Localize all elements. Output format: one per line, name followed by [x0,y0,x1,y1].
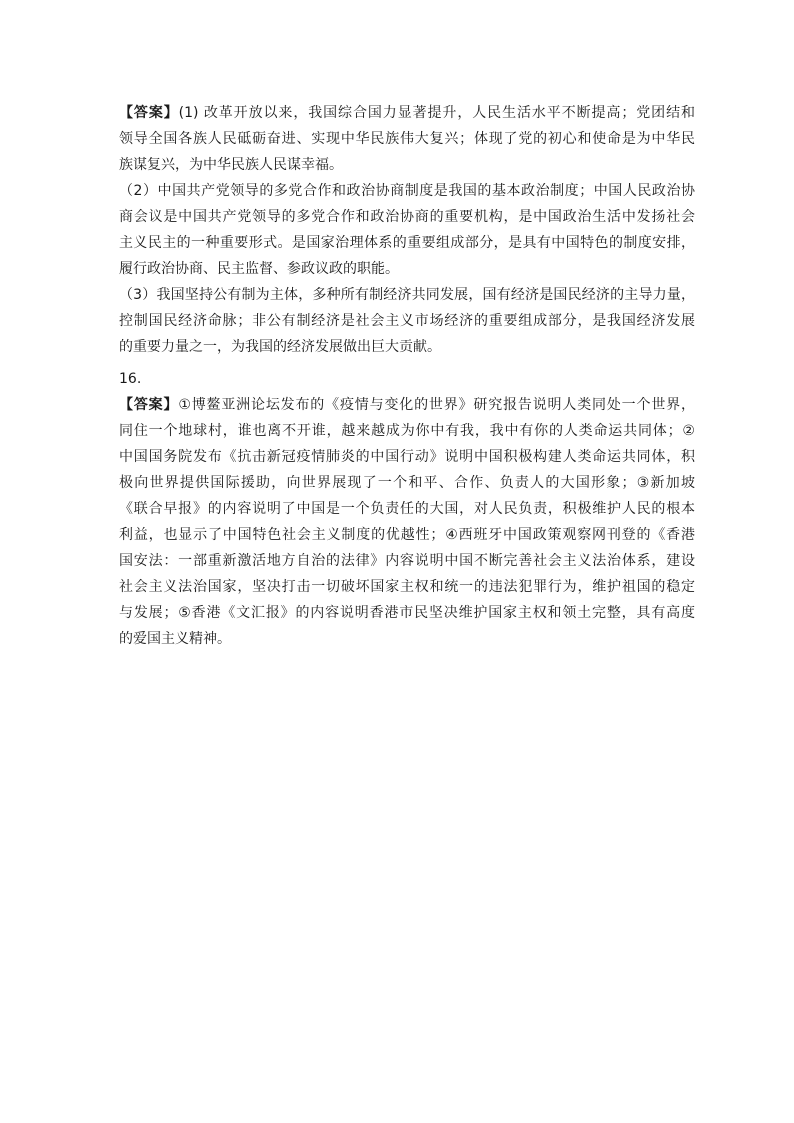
answer-paragraph-line: 控制国民经济命脉；非公有制经济是社会主义市场经济的重要组成部分，是我国经济发展 [119,313,695,329]
answer-paragraph-line: 国安法：一部重新激活地方自治的法律》内容说明中国不断完善社会主义法治体系，建设 [119,553,695,569]
answer-paragraph-line: 极向世界提供国际援助，向世界展现了一个和平、合作、负责人的大国形象；③新加坡 [119,475,695,491]
answer-paragraph-line: （3）我国坚持公有制为主体，多种所有制经济共同发展，国有经济是国民经济的主导力量， [119,287,695,303]
answer-paragraph-line: 同住一个地球村，谁也离不开谁，越来越成为你中有我，我中有你的人类命运共同体；② [119,423,695,439]
answer-paragraph-line: （2）中国共产党领导的多党合作和政治协商制度是我国的基本政治制度；中国人民政治协 [119,183,695,199]
answer-paragraph-line: 与发展；⑤香港《文汇报》的内容说明香港市民坚决维护国家主权和领土完整，具有高度 [119,605,695,621]
answer-label: 【答案】 [119,397,179,413]
answer-paragraph-line: 履行政治协商、民主监督、参政议政的职能。 [119,261,399,277]
answer-paragraph-line: 族谋复兴，为中华民族人民谋幸福。 [119,157,343,173]
answer-paragraph-line: 社会主义法治国家，坚决打击一切破坏国家主权和统一的违法犯罪行为，维护祖国的稳定 [119,579,695,595]
answer-paragraph-line: 的爱国主义精神。 [119,631,231,647]
answer-text: (1) 改革开放以来，我国综合国力显著提升，人民生活水平不断提高；党团结和 [178,105,695,121]
answer-paragraph-line: 《联合早报》的内容说明了中国是一个负责任的大国，对人民负责，积极维护人民的根本 [119,501,695,517]
answer-label: 【答案】 [119,105,179,121]
document-body [119,100,695,652]
question-number: 16. [119,371,142,387]
answer-paragraph-line [119,100,695,126]
answer-paragraph-line [119,392,695,418]
answer-paragraph-line: 主义民主的一种重要形式。是国家治理体系的重要组成部分，是具有中国特色的制度安排， [119,235,695,251]
answer-paragraph-line: 中国国务院发布《抗击新冠疫情肺炎的中国行动》说明中国积极构建人类命运共同体，积 [119,449,695,465]
answer-paragraph-line: 商会议是中国共产党领导的多党合作和政治协商的重要机构，是中国政治生活中发扬社会 [119,209,695,225]
answer-text: ①博鳌亚洲论坛发布的《疫情与变化的世界》研究报告说明人类同处一个世界， [178,397,695,413]
answer-paragraph-line: 利益，也显示了中国特色社会主义制度的优越性；④西班牙中国政策观察网刊登的《香港 [119,527,695,543]
answer-paragraph-line: 领导全国各族人民砥砺奋进、实现中华民族伟大复兴；体现了党的初心和使命是为中华民 [119,131,695,147]
answer-paragraph-line: 的重要力量之一，为我国的经济发展做出巨大贡献。 [119,339,441,355]
